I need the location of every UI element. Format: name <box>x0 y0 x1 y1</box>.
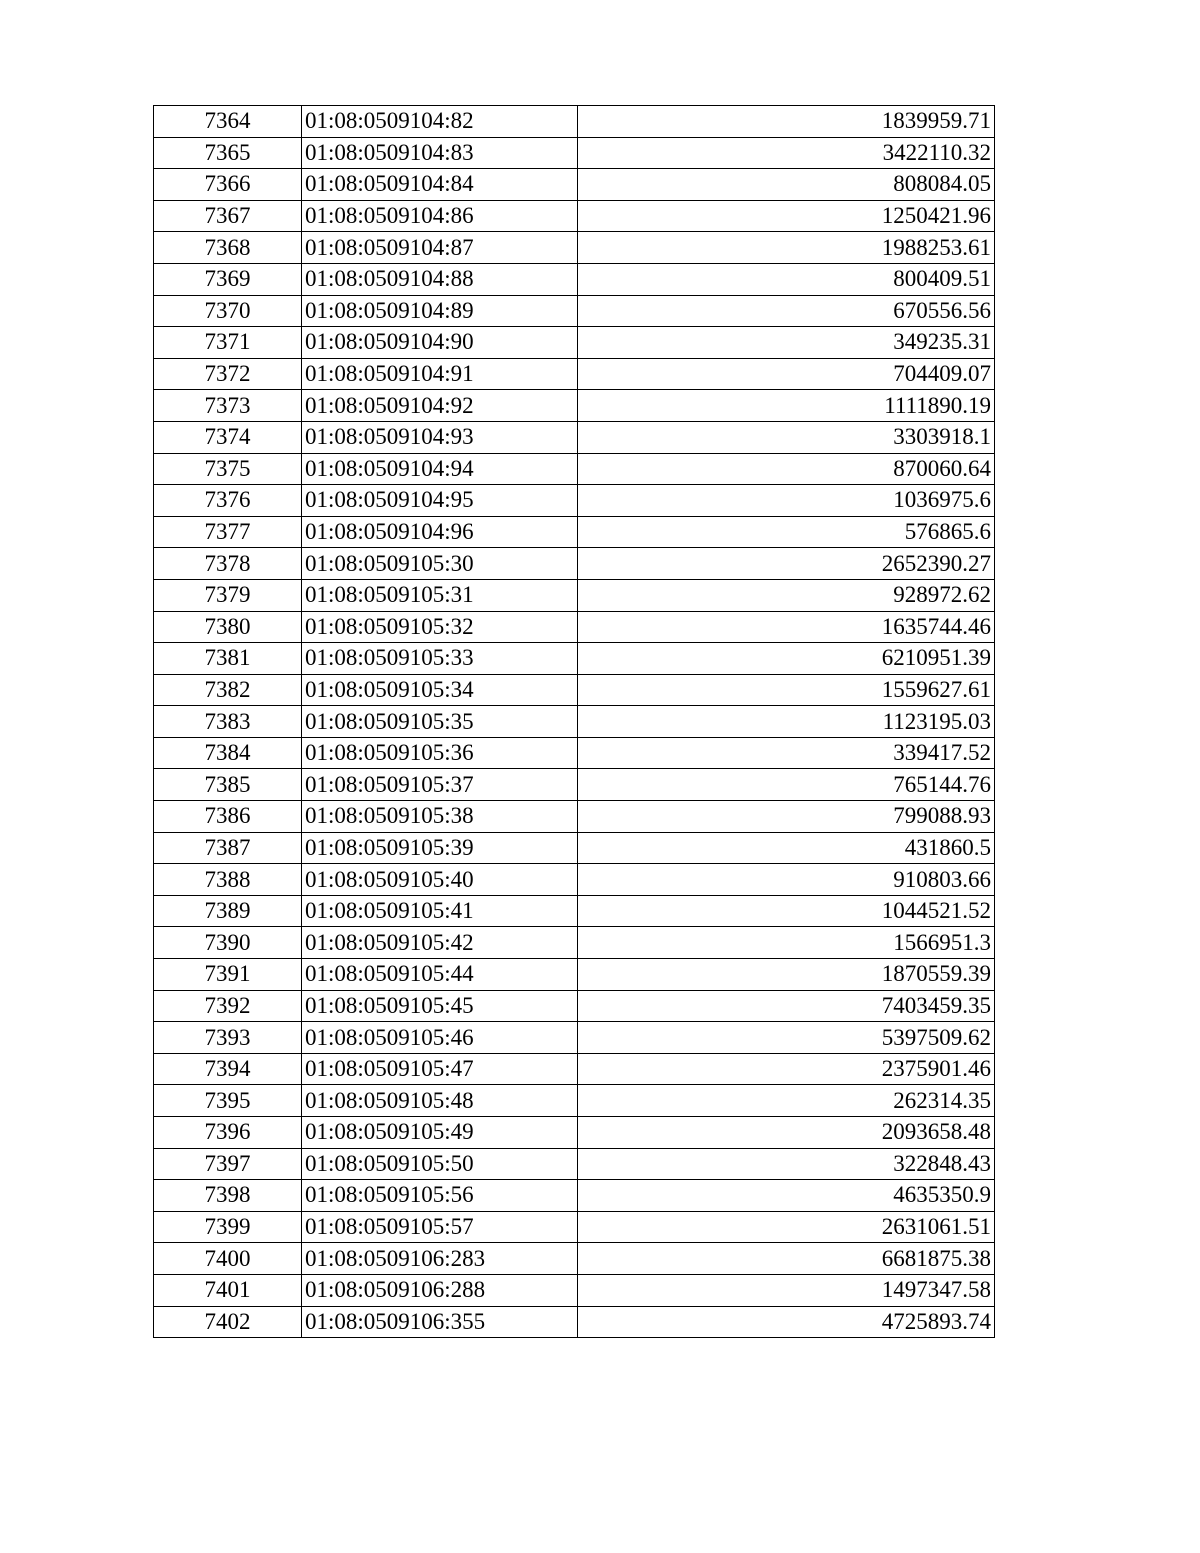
row-number-cell: 7381 <box>154 643 302 675</box>
table-row <box>154 548 995 580</box>
value-cell: 339417.52 <box>578 737 995 769</box>
table-row <box>154 1022 995 1054</box>
row-number-cell: 7393 <box>154 1022 302 1054</box>
table-row <box>154 579 995 611</box>
table-row <box>154 390 995 422</box>
cadastral-number-cell: 01:08:0509105:40 <box>302 864 578 896</box>
value-cell: 1250421.96 <box>578 200 995 232</box>
cadastral-number-cell: 01:08:0509105:49 <box>302 1117 578 1149</box>
value-cell: 431860.5 <box>578 832 995 864</box>
row-number-cell: 7367 <box>154 200 302 232</box>
value-cell: 6210951.39 <box>578 643 995 675</box>
row-number-cell: 7395 <box>154 1085 302 1117</box>
table-row <box>154 1211 995 1243</box>
value-cell: 6681875.38 <box>578 1243 995 1275</box>
cadastral-number-cell: 01:08:0509104:96 <box>302 516 578 548</box>
row-number-cell: 7389 <box>154 895 302 927</box>
row-number-cell: 7372 <box>154 358 302 390</box>
cadastral-number-cell: 01:08:0509105:44 <box>302 959 578 991</box>
row-number-cell: 7399 <box>154 1211 302 1243</box>
cadastral-number-cell: 01:08:0509104:86 <box>302 200 578 232</box>
cadastral-number-cell: 01:08:0509105:48 <box>302 1085 578 1117</box>
value-cell: 1839959.71 <box>578 106 995 138</box>
row-number-cell: 7375 <box>154 453 302 485</box>
cadastral-number-cell: 01:08:0509104:94 <box>302 453 578 485</box>
row-number-cell: 7394 <box>154 1053 302 1085</box>
table-row <box>154 137 995 169</box>
value-cell: 3422110.32 <box>578 137 995 169</box>
cadastral-number-cell: 01:08:0509105:35 <box>302 706 578 738</box>
row-number-cell: 7378 <box>154 548 302 580</box>
table-row <box>154 769 995 801</box>
value-cell: 1870559.39 <box>578 959 995 991</box>
cadastral-number-cell: 01:08:0509105:39 <box>302 832 578 864</box>
row-number-cell: 7385 <box>154 769 302 801</box>
cadastral-number-cell: 01:08:0509104:92 <box>302 390 578 422</box>
cadastral-number-cell: 01:08:0509104:84 <box>302 169 578 201</box>
cadastral-number-cell: 01:08:0509104:89 <box>302 295 578 327</box>
cadastral-number-cell: 01:08:0509104:95 <box>302 485 578 517</box>
row-number-cell: 7376 <box>154 485 302 517</box>
cadastral-number-cell: 01:08:0509106:288 <box>302 1274 578 1306</box>
table-row <box>154 959 995 991</box>
value-cell: 1036975.6 <box>578 485 995 517</box>
value-cell: 262314.35 <box>578 1085 995 1117</box>
table-row <box>154 864 995 896</box>
table-row <box>154 1148 995 1180</box>
row-number-cell: 7391 <box>154 959 302 991</box>
table-row <box>154 801 995 833</box>
table-row <box>154 485 995 517</box>
table-row <box>154 106 995 138</box>
value-cell: 765144.76 <box>578 769 995 801</box>
value-cell: 1566951.3 <box>578 927 995 959</box>
cadastral-number-cell: 01:08:0509104:93 <box>302 421 578 453</box>
row-number-cell: 7387 <box>154 832 302 864</box>
value-cell: 4725893.74 <box>578 1306 995 1338</box>
table-row <box>154 1243 995 1275</box>
row-number-cell: 7379 <box>154 579 302 611</box>
table-row <box>154 295 995 327</box>
value-cell: 1635744.46 <box>578 611 995 643</box>
cadastral-number-cell: 01:08:0509104:83 <box>302 137 578 169</box>
row-number-cell: 7401 <box>154 1274 302 1306</box>
table-row <box>154 1117 995 1149</box>
table-row <box>154 421 995 453</box>
row-number-cell: 7396 <box>154 1117 302 1149</box>
cadastral-number-cell: 01:08:0509105:33 <box>302 643 578 675</box>
value-cell: 322848.43 <box>578 1148 995 1180</box>
row-number-cell: 7383 <box>154 706 302 738</box>
cadastral-number-cell: 01:08:0509105:34 <box>302 674 578 706</box>
value-cell: 704409.07 <box>578 358 995 390</box>
row-number-cell: 7374 <box>154 421 302 453</box>
value-cell: 7403459.35 <box>578 990 995 1022</box>
value-cell: 910803.66 <box>578 864 995 896</box>
cadastral-number-cell: 01:08:0509105:37 <box>302 769 578 801</box>
table-row <box>154 832 995 864</box>
value-cell: 2375901.46 <box>578 1053 995 1085</box>
table-row <box>154 327 995 359</box>
cadastral-number-cell: 01:08:0509105:38 <box>302 801 578 833</box>
value-cell: 2631061.51 <box>578 1211 995 1243</box>
table-row <box>154 674 995 706</box>
cadastral-number-cell: 01:08:0509104:90 <box>302 327 578 359</box>
table-row <box>154 516 995 548</box>
row-number-cell: 7371 <box>154 327 302 359</box>
table-row <box>154 1085 995 1117</box>
cadastral-number-cell: 01:08:0509104:88 <box>302 263 578 295</box>
cadastral-number-cell: 01:08:0509105:42 <box>302 927 578 959</box>
value-cell: 4635350.9 <box>578 1180 995 1212</box>
row-number-cell: 7402 <box>154 1306 302 1338</box>
table-row <box>154 611 995 643</box>
row-number-cell: 7366 <box>154 169 302 201</box>
row-number-cell: 7400 <box>154 1243 302 1275</box>
value-cell: 349235.31 <box>578 327 995 359</box>
value-cell: 2652390.27 <box>578 548 995 580</box>
cadastral-number-cell: 01:08:0509105:31 <box>302 579 578 611</box>
table-row <box>154 232 995 264</box>
table-row <box>154 453 995 485</box>
data-table <box>153 105 995 1338</box>
value-cell: 800409.51 <box>578 263 995 295</box>
value-cell: 1559627.61 <box>578 674 995 706</box>
cadastral-number-cell: 01:08:0509105:36 <box>302 737 578 769</box>
cadastral-number-cell: 01:08:0509105:30 <box>302 548 578 580</box>
row-number-cell: 7386 <box>154 801 302 833</box>
row-number-cell: 7373 <box>154 390 302 422</box>
cadastral-number-cell: 01:08:0509105:45 <box>302 990 578 1022</box>
value-cell: 1044521.52 <box>578 895 995 927</box>
row-number-cell: 7368 <box>154 232 302 264</box>
cadastral-number-cell: 01:08:0509104:91 <box>302 358 578 390</box>
cadastral-number-cell: 01:08:0509106:355 <box>302 1306 578 1338</box>
table-row <box>154 990 995 1022</box>
value-cell: 2093658.48 <box>578 1117 995 1149</box>
row-number-cell: 7390 <box>154 927 302 959</box>
value-cell: 1497347.58 <box>578 1274 995 1306</box>
table-row <box>154 263 995 295</box>
table-row <box>154 1180 995 1212</box>
row-number-cell: 7384 <box>154 737 302 769</box>
table-body <box>154 106 995 1338</box>
cadastral-number-cell: 01:08:0509105:57 <box>302 1211 578 1243</box>
table-row <box>154 200 995 232</box>
row-number-cell: 7369 <box>154 263 302 295</box>
row-number-cell: 7388 <box>154 864 302 896</box>
value-cell: 1111890.19 <box>578 390 995 422</box>
value-cell: 1123195.03 <box>578 706 995 738</box>
table-row <box>154 643 995 675</box>
value-cell: 808084.05 <box>578 169 995 201</box>
cadastral-number-cell: 01:08:0509104:87 <box>302 232 578 264</box>
cadastral-number-cell: 01:08:0509105:41 <box>302 895 578 927</box>
value-cell: 928972.62 <box>578 579 995 611</box>
row-number-cell: 7364 <box>154 106 302 138</box>
cadastral-number-cell: 01:08:0509105:50 <box>302 1148 578 1180</box>
cadastral-number-cell: 01:08:0509105:47 <box>302 1053 578 1085</box>
value-cell: 670556.56 <box>578 295 995 327</box>
table-row <box>154 1306 995 1338</box>
table-row <box>154 1053 995 1085</box>
table-row <box>154 1274 995 1306</box>
table-row <box>154 358 995 390</box>
table-row <box>154 927 995 959</box>
row-number-cell: 7398 <box>154 1180 302 1212</box>
row-number-cell: 7377 <box>154 516 302 548</box>
table-row <box>154 737 995 769</box>
table-row <box>154 706 995 738</box>
value-cell: 3303918.1 <box>578 421 995 453</box>
cadastral-number-cell: 01:08:0509105:56 <box>302 1180 578 1212</box>
cadastral-number-cell: 01:08:0509106:283 <box>302 1243 578 1275</box>
row-number-cell: 7382 <box>154 674 302 706</box>
value-cell: 1988253.61 <box>578 232 995 264</box>
row-number-cell: 7380 <box>154 611 302 643</box>
value-cell: 576865.6 <box>578 516 995 548</box>
cadastral-number-cell: 01:08:0509105:46 <box>302 1022 578 1054</box>
value-cell: 5397509.62 <box>578 1022 995 1054</box>
row-number-cell: 7370 <box>154 295 302 327</box>
value-cell: 799088.93 <box>578 801 995 833</box>
row-number-cell: 7365 <box>154 137 302 169</box>
value-cell: 870060.64 <box>578 453 995 485</box>
table-row <box>154 169 995 201</box>
cadastral-number-cell: 01:08:0509104:82 <box>302 106 578 138</box>
row-number-cell: 7397 <box>154 1148 302 1180</box>
table-row <box>154 895 995 927</box>
cadastral-number-cell: 01:08:0509105:32 <box>302 611 578 643</box>
row-number-cell: 7392 <box>154 990 302 1022</box>
